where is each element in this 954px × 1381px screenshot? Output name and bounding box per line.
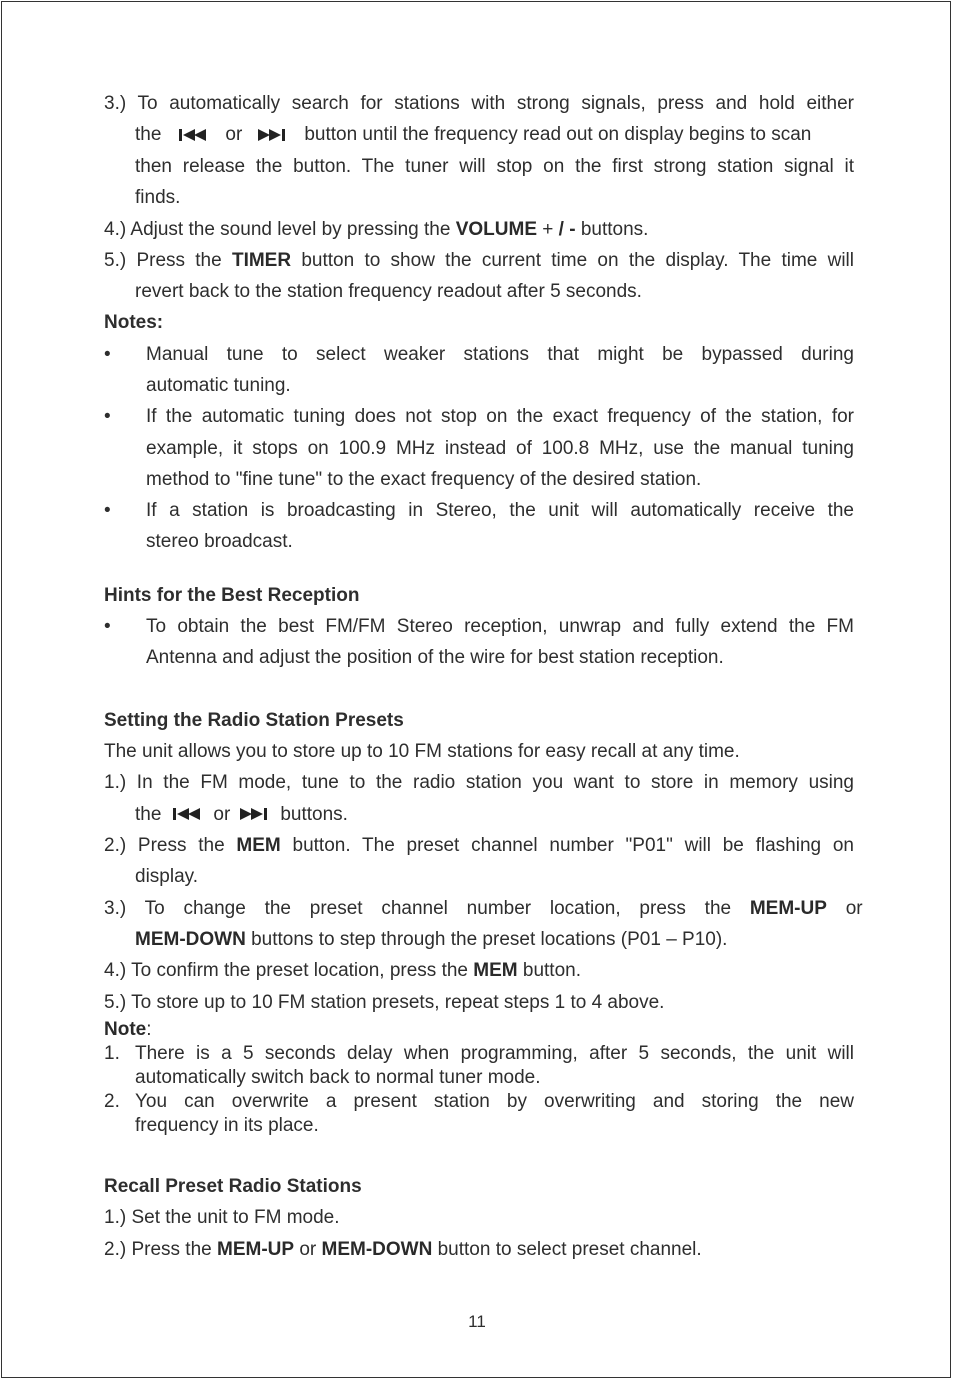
preset-step-5: 5.) To store up to 10 FM station presets, repeat steps 1 to 4 above. bbox=[104, 991, 665, 1013]
preset-step-2-line-1: 2.) Press the MEM button. The preset channel number "P01" will be flashing on bbox=[104, 835, 854, 857]
preset-step-1-line-1: 1.) In the FM mode, tune to the radio station you want to store in memory using bbox=[104, 772, 854, 794]
manual-page-content bbox=[104, 88, 863, 1265]
page-number: 11 bbox=[468, 1312, 486, 1331]
bullet: • bbox=[104, 406, 111, 428]
preset-step-1-line-2: the or buttons. bbox=[104, 799, 854, 831]
note-3-line-1: • If a station is broadcasting in Stereo, the unit will automatically receive the bbox=[104, 495, 854, 526]
step-5-line-1: 5.) Press the TIMER button to show the current time on the display. The time will bbox=[104, 249, 854, 271]
recall-step-2: 2.) Press the MEM-UP or MEM-DOWN button to select preset channel. bbox=[104, 1238, 702, 1260]
hints-heading: Hints for the Best Reception bbox=[104, 584, 360, 606]
note-3-line-2: stereo broadcast. bbox=[146, 531, 293, 553]
note-2-line-3: method to "fine tune" to the exact frequency of the desired station. bbox=[146, 468, 702, 490]
skip-forward-icon bbox=[258, 120, 288, 151]
preset-step-4: 4.) To confirm the preset location, press the MEM button. bbox=[104, 960, 581, 982]
preset-step-3-line-1: 3.) To change the preset channel number location, press the MEM-UP or bbox=[104, 897, 863, 919]
step-5-line-2: revert back to the station frequency readout after 5 seconds. bbox=[135, 281, 642, 303]
preset-note-1-line-2: automatically switch back to normal tuner mode. bbox=[135, 1066, 541, 1088]
hint-line-1: • To obtain the best FM/FM Stereo reception, unwrap and fully extend the FM bbox=[104, 611, 854, 642]
skip-forward-icon bbox=[240, 799, 270, 830]
preset-note-1-line-1: 1. There is a 5 seconds delay when programming, after 5 seconds, the unit will bbox=[104, 1042, 854, 1064]
hint-line-2: Antenna and adjust the position of the wire for best station reception. bbox=[146, 647, 724, 669]
preset-notes-list bbox=[104, 1042, 854, 1138]
preset-step-2-line-2: display. bbox=[135, 866, 199, 888]
presets-intro: The unit allows you to store up to 10 FM stations for easy recall at any time. bbox=[104, 740, 740, 762]
note-2-line-2: example, it stops on 100.9 MHz instead of 100.8 MHz, use the manual tuning bbox=[146, 437, 854, 459]
note-heading: Note: bbox=[104, 1018, 152, 1040]
recall-step-1: 1.) Set the unit to FM mode. bbox=[104, 1207, 340, 1229]
preset-note-2-line-1: 2. You can overwrite a present station by overwriting and storing the new bbox=[104, 1090, 854, 1112]
presets-heading: Setting the Radio Station Presets bbox=[104, 709, 404, 731]
recall-heading: Recall Preset Radio Stations bbox=[104, 1175, 362, 1197]
notes-heading: Notes: bbox=[104, 312, 164, 334]
step-3-line-3: then release the button. The tuner will stop on the first strong station signal it bbox=[135, 155, 854, 177]
skip-back-icon bbox=[173, 799, 203, 830]
step-3-line-4: finds. bbox=[135, 187, 181, 209]
step-3-line-2: the or button until the frequency read out on display begins to scan bbox=[104, 119, 854, 151]
skip-back-icon bbox=[179, 120, 209, 151]
step-3-line-1: 3.) To automatically search for stations with strong signals, press and hold either bbox=[104, 93, 854, 114]
note-1-line-1: • Manual tune to select weaker stations that might be bypassed during bbox=[104, 339, 854, 370]
bullet: • bbox=[104, 500, 111, 522]
bullet: • bbox=[104, 343, 111, 365]
bullet: • bbox=[104, 616, 111, 638]
preset-step-3-line-2: MEM-DOWN buttons to step through the preset locations (P01 – P10). bbox=[135, 929, 728, 951]
note-2-line-1: • If the automatic tuning does not stop on the exact frequency of the station, for bbox=[104, 401, 854, 432]
step-4: 4.) Adjust the sound level by pressing the VOLUME + / - buttons. bbox=[104, 218, 649, 240]
note-1-line-2: automatic tuning. bbox=[146, 375, 291, 396]
preset-note-2-line-2: frequency in its place. bbox=[135, 1114, 319, 1136]
